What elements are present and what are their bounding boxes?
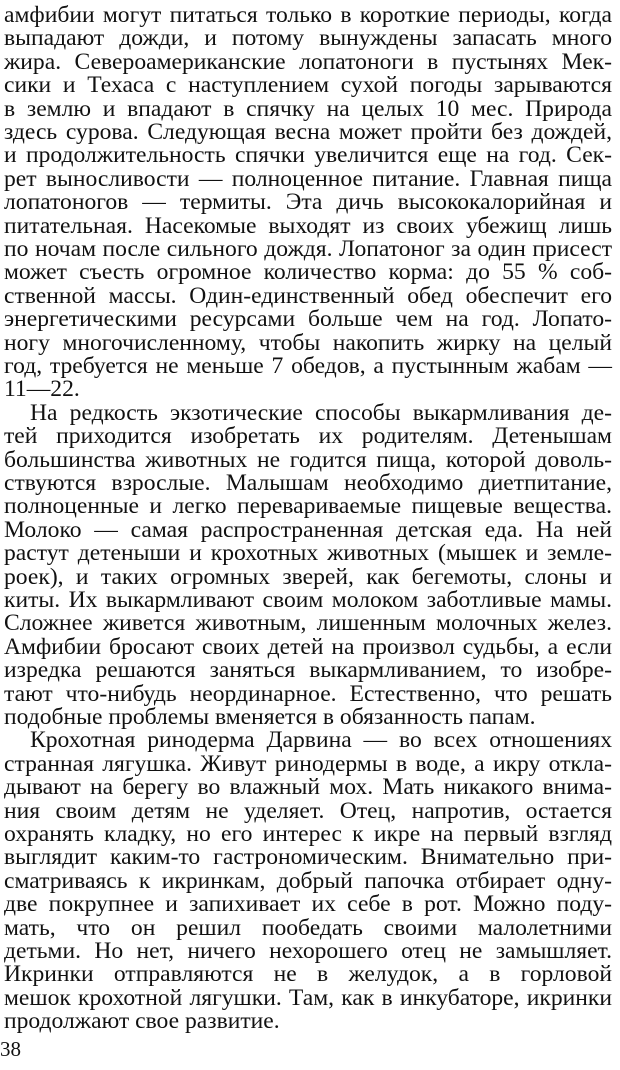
text-line: энергетическими ресурсами больше чем на год. Лопато- [4,306,612,333]
text-line: киты. Их выкармливают своим молоком заботливые мамы. [4,587,612,613]
text-line: выпадают дожди, и потому вынуждены запасать много [4,25,612,52]
text-line: растут детеныши и крохотных животных (мышек и земле- [4,540,612,567]
text-line: большинства животных не годится пища, которой доволь- [4,446,612,473]
text-line: ния своим детям не уделяет. Отец, напротив, остается [4,797,612,824]
text-line: амфибии могут питаться только в короткие периоды, когда [4,2,612,28]
text-line: детьми. Но нет, ничего нехорошего отец не замышляет. [4,938,612,964]
text-line: тей приходится изобретать их родителям. Детенышам [4,423,612,450]
text-line: в землю и впадают в спячку на целых 10 мес. Природа [4,95,612,122]
text-line: лопатоногов — термиты. Эта дичь высококалорийная и [4,189,612,216]
text-line: охранять кладку, но его интерес к икре на первый взгляд [4,821,612,847]
text-line: сики и Техаса с наступлением сухой погоды зарываются [4,72,612,99]
paragraph-start-line: Крохотная ринодерма Дарвина — во всех отношениях [30,727,612,754]
text-line: может съесть огромное количество корма: до 55 % соб- [4,259,612,286]
text-line: Икринки отправляются не в желудок, а в горловой [4,961,612,988]
text-line: две покрупнее и запихивает их себе в рот. Можно поду- [4,891,612,918]
text-line: ногу многочисленному, чтобы накопить жирку на целый [4,329,612,356]
text-line: ствуются взрослые. Малышам необходимо диетпитание, [4,470,612,496]
text-line: год, требуется не меньше 7 обедов, а пустынным жабам — [4,353,612,379]
text-line: здесь сурова. Следующая весна может пройти без дождей, [4,119,612,145]
text-line: по ночам после сильного дождя. Лопатоног за один присест [4,236,612,262]
text-line: продолжают свое развитие. [4,1008,280,1035]
text-line: выглядит каким-то гастрономическим. Внимательно при- [4,844,612,871]
text-line: рет выносливости — полноценное питание. Главная пища [4,165,612,192]
page-number: 38 [0,1037,21,1061]
text-line: и продолжительность спячки увеличится еще на год. Сек- [4,142,612,169]
text-line: ственной массы. Один-единственный обед обеспечит его [4,282,612,309]
text-line: подобные проблемы вменяется в обязанность папам. [4,704,536,730]
text-line: странная лягушка. Живут ринодермы в воде, а икру откла- [4,750,612,777]
text-line: мешок крохотной лягушки. Там, как в инкубаторе, икринки [4,984,612,1011]
text-line: мать, что он решил пообедать своими малолетними [4,914,612,941]
text-line: 11—22. [4,376,80,403]
text-line: Амфибии бросают своих детей на произвол судьбы, а если [4,633,612,660]
text-line: Сложнее живется животным, лишенным молочных желез. [4,610,612,637]
text-line: питательная. Насекомые выходят из своих убежищ лишь [4,212,612,239]
text-line: изредка решаются заняться выкармливанием, то изобре- [4,657,612,684]
text-line: Молоко — самая распространенная детская еда. На ней [4,516,612,543]
text-line: сматриваясь к икринкам, добрый папочка отбирает одну- [4,867,612,894]
text-line: тают что-нибудь неординарное. Естественно, что решать [4,680,612,707]
text-line: роек), и таких огромных зверей, как бегемоты, слоны и [4,563,612,590]
paragraph-start-line: На редкость экзотические способы выкармливания де- [30,399,612,426]
text-line: полноценные и легко перевариваемые пищевые вещества. [4,493,612,520]
text-line: жира. Североамериканские лопатоноги в пустынях Мек- [4,48,612,75]
text-line: дывают на берегу во влажный мох. Мать никакого внима- [4,774,612,801]
